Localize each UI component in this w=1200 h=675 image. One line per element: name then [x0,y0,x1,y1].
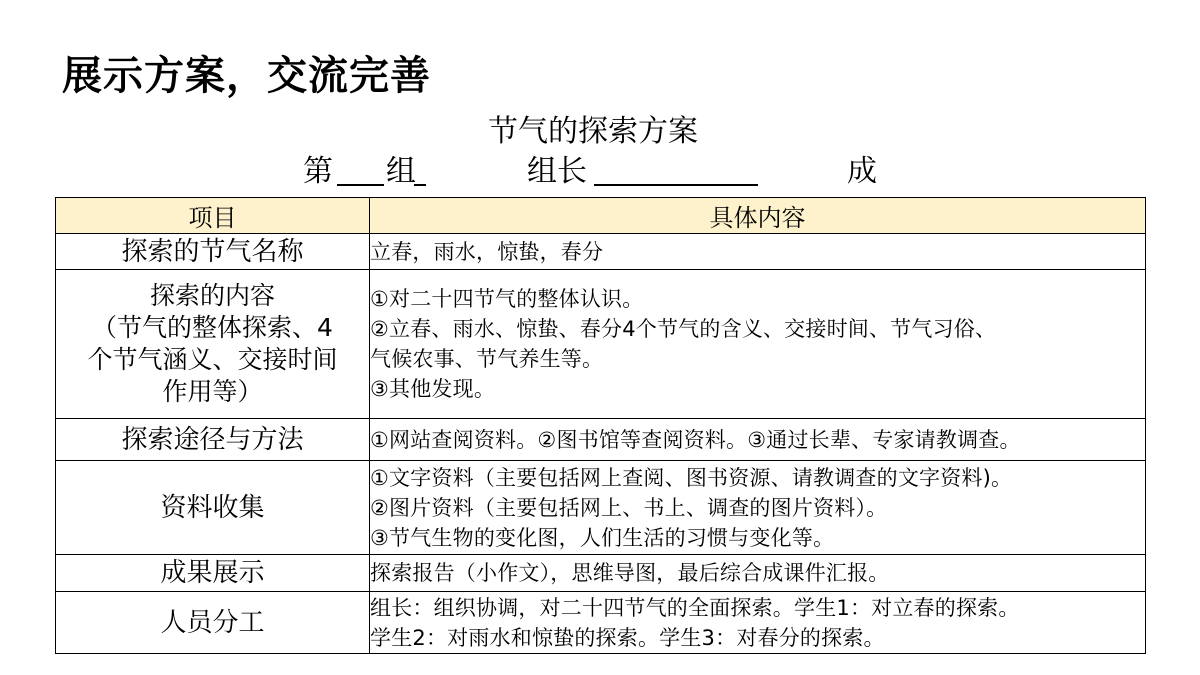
item-text: 探索途径与方法 [121,424,304,455]
header-content: 具体内容 [370,198,1146,234]
content-text: ①对二十四节气的整体认识。 [370,287,644,311]
table-row [56,592,1146,654]
group-suffix: 组 [386,154,416,189]
content-text: 气候农事、节气养生等。 [370,347,604,371]
plan-table [55,197,1146,654]
plan-title: 节气的探索方案 [488,114,698,149]
content-cell [370,592,1146,654]
content-text: ③节气生物的变化图，人们生活的习惯与变化等。 [370,525,835,550]
leader-label: 组长 [527,154,587,189]
content-text: 组长：组织协调，对二十四节气的全面探索。学生1：对立春的探索。 [370,595,1020,620]
group-number-blank [337,184,384,186]
content-text: 学生2：对雨水和惊蛰的探索。学生3：对春分的探索。 [370,625,885,650]
item-text: 探索的节气名称 [121,236,304,267]
content-cell [370,555,1146,592]
content-text: ②图片资料（主要包括网上、书上、调查的图片资料）。 [370,495,888,520]
content-text: 探索报告（小作文），思维导图，最后综合成课件汇报。 [370,561,890,585]
group-prefix: 第 [303,154,333,189]
table-row [56,555,1146,592]
item-cell [56,555,370,592]
item-text: （节气的整体探索、4 [92,313,333,342]
table-header-row [56,198,1146,234]
header-item: 项目 [56,198,370,234]
content-text: ①网站查阅资料。②图书馆等查阅资料。③通过长辈、专家请教调查。 [370,427,1021,452]
content-text: ③其他发现。 [370,377,496,401]
content-cell [370,234,1146,270]
item-cell [56,592,370,654]
table-row [56,234,1146,270]
content-cell [370,270,1146,419]
item-text: 个节气涵义、交接时间 [87,345,338,374]
content-cell [370,461,1146,555]
item-text: 资料收集 [160,492,265,523]
content-cell [370,419,1146,461]
item-cell [56,270,370,419]
content-text: ①文字资料（主要包括网上查阅、图书资源、请教调查的文字资料)。 [370,465,1013,490]
item-cell [56,461,370,555]
group-info-line [0,146,1200,188]
slide-title: 展示方案，交流完善 [62,53,431,99]
item-text: 探索的内容 [149,281,275,310]
table-row [56,461,1146,555]
members-label: 成 [847,154,877,189]
item-text: 成果展示 [160,558,265,588]
content-text: ②立春、雨水、惊蛰、春分4个节气的含义、交接时间、节气习俗、 [370,317,997,341]
item-text: 作用等） [162,377,263,406]
table-row [56,270,1146,419]
item-text: 人员分工 [160,607,265,638]
leader-name-blank [594,184,758,186]
content-text: 立春，雨水，惊蛰，春分 [370,239,604,264]
item-cell [56,234,370,270]
table-row [56,419,1146,461]
item-cell [56,419,370,461]
group-suffix-underline [414,184,426,186]
